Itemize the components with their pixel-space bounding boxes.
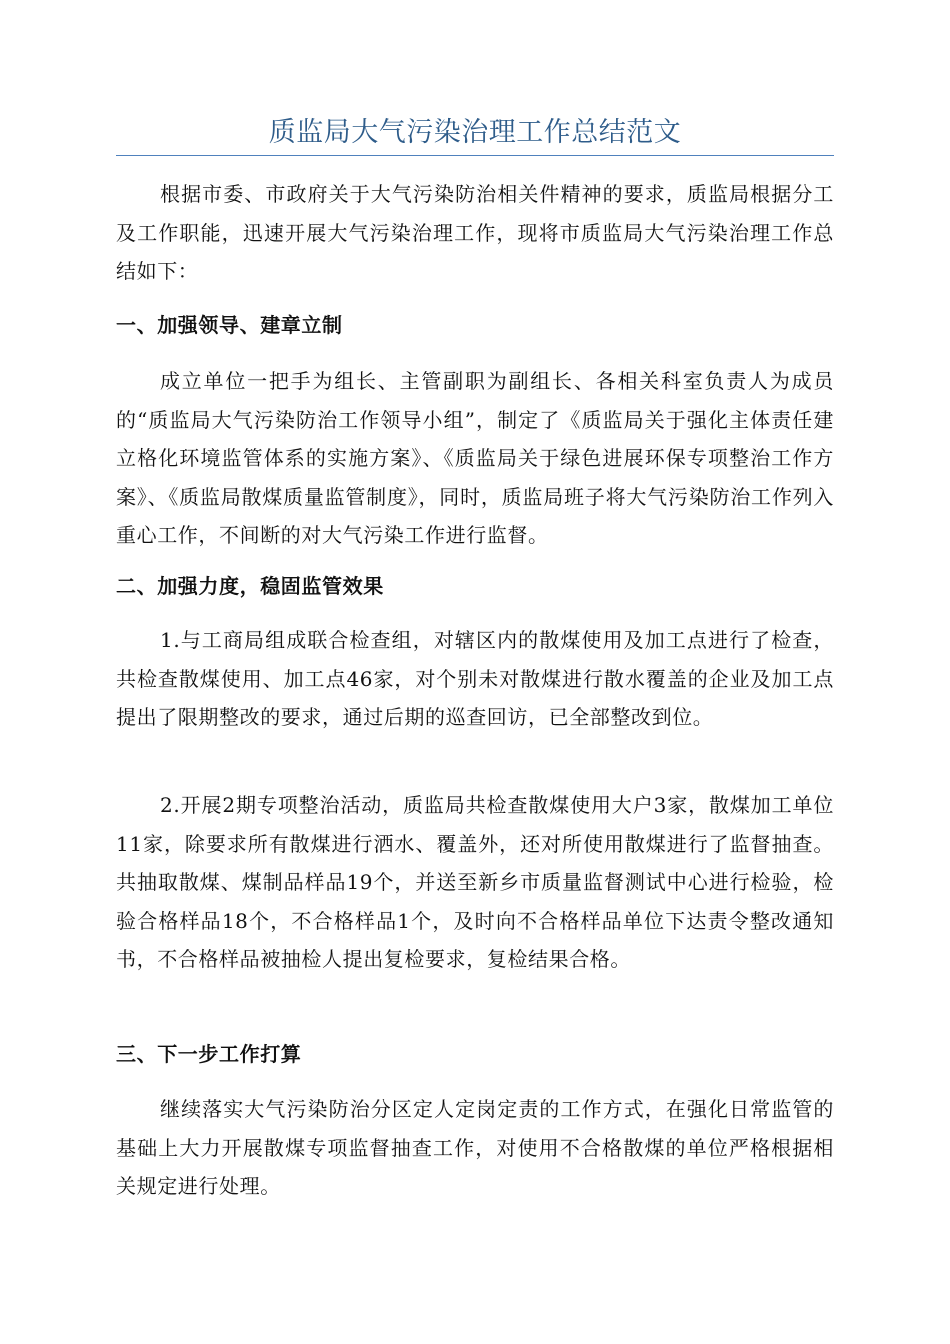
intro-paragraph: 根据市委、市政府关于大气污染防治相关件精神的要求，质监局根据分工及工作职能，迅速开展大气污染治理工作，现将市质监局大气污染治理工作总结如下： <box>116 182 834 284</box>
section-1-paragraph: 成立单位一把手为组长、主管副职为副组长、各相关科室负责人为成员的“质监局大气污染防治工作领导小组”，制定了《质监局关于强化主体责任建立格化环境监管体系的实施方案》、《质监局关于绿色进展环保专项整治工作方案》、《质监局散煤质量监管制度》，同时，质监局班子将大气污染防治工作列入重心工作，不间断的对大气污染工作进行监督。 <box>116 369 834 548</box>
section-2-paragraph-2: 2.开展2期专项整治活动，质监局共检查散煤使用大户3家，散煤加工单位11家，除要求所有散煤进行洒水、覆盖外，还对所使用散煤进行了监督抽查。共抽取散煤、煤制品样品19个，并送至新乡市质量监督测试中心进行检验，检验合格样品18个，不合格样品1个，及时向不合格样品单位下达责令整改通知书，不合格样品被抽检人提出复检要求，复检结果合格。 <box>116 793 834 972</box>
title-underline <box>116 155 834 156</box>
section-heading-1: 一、加强领导、建章立制 <box>116 313 343 337</box>
section-2-paragraph-1: 1.与工商局组成联合检查组，对辖区内的散煤使用及加工点进行了检查，共检查散煤使用、加工点46家，对个别未对散煤进行散水覆盖的企业及加工点提出了限期整改的要求，通过后期的巡查回访，已全部整改到位。 <box>116 628 834 730</box>
section-3-paragraph: 继续落实大气污染防治分区定人定岗定责的工作方式，在强化日常监管的基础上大力开展散煤专项监督抽查工作，对使用不合格散煤的单位严格根据相关规定进行处理。 <box>116 1097 834 1199</box>
document-title: 质监局大气污染治理工作总结范文 <box>268 117 682 148</box>
section-heading-3: 三、下一步工作打算 <box>116 1042 302 1066</box>
section-heading-2: 二、加强力度，稳固监管效果 <box>116 574 384 598</box>
